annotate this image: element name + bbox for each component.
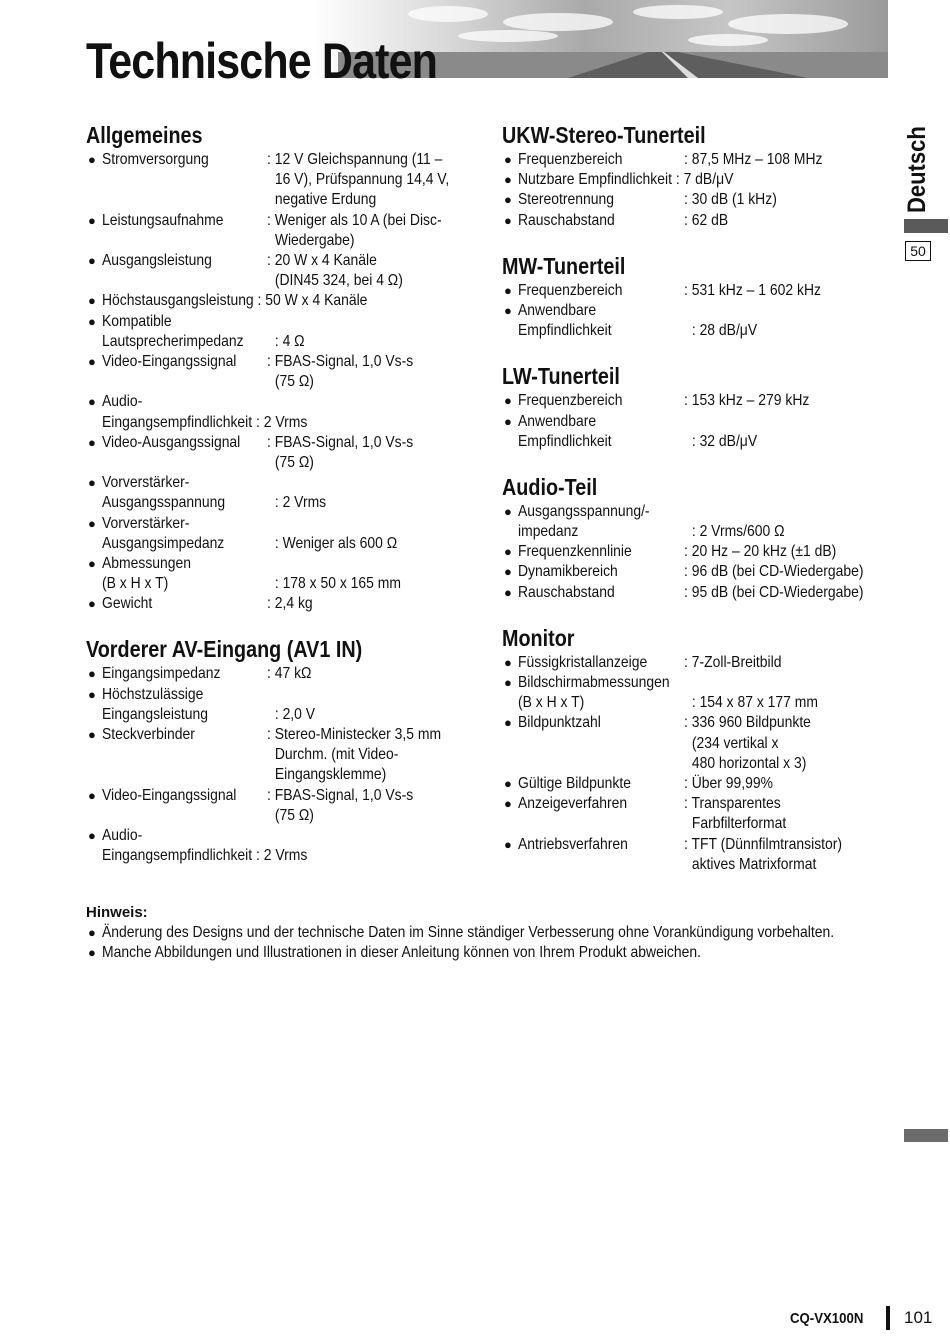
right-column	[502, 120, 894, 875]
spec-row	[86, 664, 486, 684]
spec-label: Stereotrennung	[518, 191, 614, 209]
spec-row	[86, 433, 486, 473]
spec-value-line: (75 Ω)	[274, 806, 314, 824]
spec-label: Anwendbare	[518, 412, 597, 430]
spec-value-line: Wiedergabe)	[274, 231, 355, 249]
spec-value	[267, 786, 435, 826]
spec-row	[86, 211, 486, 251]
note-text: Manche Abbildungen und Illustrationen in dieser Anleitung können von Ihrem Produkt abweichen.	[102, 944, 701, 962]
spec-label: Eingangsempfindlichkeit : 2 Vrms	[102, 847, 308, 865]
bullet-icon: ●	[88, 596, 96, 612]
spec-value	[684, 673, 838, 713]
spec-value	[684, 583, 890, 603]
bullet-icon: ●	[504, 172, 512, 188]
bullet-icon: ●	[504, 282, 512, 298]
spec-value	[684, 211, 735, 231]
spec-value	[684, 562, 890, 582]
bullet-icon: ●	[504, 564, 512, 580]
spec-row	[86, 786, 486, 826]
spec-label: Audio-	[102, 827, 143, 845]
left-column	[86, 120, 486, 866]
spec-label: Ausgangsimpedanz	[102, 534, 225, 552]
spec-label: Dynamikbereich	[518, 563, 618, 581]
spec-value-line: : 336 960 Bildpunkte	[684, 714, 811, 732]
spec-row	[86, 725, 486, 786]
spec-value-line: 480 horizontal x 3)	[691, 754, 807, 772]
spec-label: Frequenzbereich	[518, 392, 623, 410]
spec-value	[684, 542, 859, 562]
spec-value	[684, 774, 786, 794]
spec-value	[684, 281, 841, 301]
spec-value-line: : 4 Ω	[274, 332, 305, 350]
spec-label: Video-Eingangssignal	[102, 786, 237, 804]
bullet-icon: ●	[504, 413, 512, 429]
spec-value-line: : 2 Vrms	[274, 494, 327, 512]
spec-value-line: : Über 99,99%	[684, 775, 773, 793]
spec-row	[502, 170, 894, 190]
spec-value-line: negative Erdung	[274, 191, 377, 209]
page-number: 101	[904, 1308, 933, 1327]
spec-row	[86, 554, 486, 594]
bullet-icon: ●	[88, 828, 96, 844]
spec-row	[502, 835, 894, 875]
spec-label: Nutzbare Empfindlichkeit : 7 dB/μV	[518, 171, 734, 189]
bullet-icon: ●	[504, 715, 512, 731]
bullet-icon: ●	[504, 654, 512, 670]
spec-label: Ausgangsspannung	[102, 494, 226, 512]
spec-value-line: : 12 V Gleichspannung (11 –	[267, 151, 443, 168]
spec-value-line: : 28 dB/μV	[691, 322, 758, 340]
spec-value-line: : 20 W x 4 Kanäle	[267, 251, 377, 269]
bullet-icon: ●	[88, 555, 96, 571]
spec-value-line: : 47 kΩ	[267, 665, 312, 683]
spec-value	[267, 664, 318, 684]
spec-value	[267, 352, 435, 392]
spec-value	[684, 653, 796, 673]
bullet-icon: ●	[504, 836, 512, 852]
bullet-icon: ●	[504, 152, 512, 167]
spec-value-line: : 95 dB (bei CD-Wiedergabe)	[684, 583, 864, 601]
spec-label: Empfindlichkeit	[518, 432, 612, 450]
spec-value	[267, 433, 435, 473]
spec-label: Rauschabstand	[518, 211, 615, 229]
spec-value-line: : 32 dB/μV	[691, 432, 758, 450]
spec-label: Bildpunktzahl	[518, 714, 601, 732]
spec-label: (B x H x T)	[102, 575, 169, 593]
spec-label: Steckverbinder	[102, 726, 195, 744]
spec-row	[502, 150, 894, 170]
spec-label: Eingangsleistung	[102, 705, 209, 723]
section-heading: Audio-Teil	[502, 473, 598, 500]
spec-value-line: : FBAS-Signal, 1,0 Vs-s	[267, 786, 414, 804]
model-number: CQ-VX100N	[790, 1310, 864, 1327]
spec-row	[502, 794, 894, 834]
bullet-icon: ●	[88, 394, 96, 410]
spec-row	[86, 826, 486, 866]
spec-value-line	[684, 301, 757, 321]
bullet-icon: ●	[88, 434, 96, 450]
spec-value-line: Eingangsklemme)	[274, 766, 387, 784]
spec-label: Füssigkristallanzeige	[518, 653, 648, 671]
spec-label: Abmessungen	[102, 554, 191, 572]
spec-value	[684, 502, 800, 542]
spec-row	[86, 685, 486, 725]
spec-value-line: : Transparentes	[684, 795, 781, 813]
spec-value-line: (75 Ω)	[274, 453, 314, 471]
spec-value-line: 16 V), Prüfspannung 14,4 V,	[274, 171, 450, 189]
spec-value-line: : 153 kHz – 279 kHz	[684, 392, 810, 410]
spec-value	[267, 211, 468, 251]
section-heading: Allgemeines	[86, 122, 203, 148]
spec-label: Eingangsempfindlichkeit : 2 Vrms	[102, 413, 308, 431]
spec-value-line: : 2,0 V	[274, 705, 316, 723]
spec-value-line: : 178 x 50 x 165 mm	[274, 575, 401, 593]
spec-value-line: : 96 dB (bei CD-Wiedergabe)	[684, 563, 864, 581]
spec-value-line: Durchm. (mit Video-	[274, 746, 399, 764]
spec-value	[684, 301, 768, 341]
spec-value-line	[267, 685, 315, 705]
spec-row	[86, 514, 486, 554]
footer-separator	[886, 1306, 890, 1330]
note-item	[86, 923, 906, 943]
spec-label: Empfindlichkeit	[518, 322, 612, 340]
bullet-icon: ●	[504, 796, 512, 812]
spec-label: Ausgangsspannung/-	[518, 502, 650, 520]
spec-row	[86, 251, 486, 291]
spec-value	[267, 150, 476, 211]
bullet-icon: ●	[88, 666, 96, 682]
spec-value	[267, 312, 310, 352]
bullet-icon: ●	[504, 503, 512, 519]
spec-value	[267, 594, 319, 614]
bullet-icon: ●	[88, 353, 96, 369]
spec-value-line: : 87,5 MHz – 108 MHz	[684, 151, 823, 168]
tab-marker	[904, 219, 948, 233]
bullet-icon: ●	[504, 675, 512, 691]
spec-label: Eingangsimpedanz	[102, 665, 221, 683]
spec-row	[502, 190, 894, 210]
spec-value-line: : TFT (Dünnfilmtransistor)	[684, 835, 843, 853]
spec-value-line: aktives Matrixformat	[691, 855, 817, 873]
spec-label: Frequenzbereich	[518, 281, 623, 299]
spec-value-line	[267, 514, 397, 534]
spec-label: Gültige Bildpunkte	[518, 775, 631, 793]
spec-row	[502, 211, 894, 231]
spec-label: Anwendbare	[518, 301, 597, 319]
spec-row	[86, 352, 486, 392]
spec-value	[684, 412, 768, 452]
spec-value-line	[267, 473, 326, 493]
spec-value-line: : Weniger als 10 A (bei Disc-	[267, 211, 442, 229]
spec-label: Stromversorgung	[102, 151, 209, 168]
spec-value-line: (234 vertikal x	[691, 734, 779, 752]
spec-value	[684, 391, 828, 411]
spec-value-line: (DIN45 324, bei 4 Ω)	[274, 272, 403, 290]
spec-label: Vorverstärker-	[102, 514, 190, 532]
bullet-icon: ●	[88, 252, 96, 268]
spec-row	[502, 301, 894, 341]
note-text: Änderung des Designs und der technische Daten im Sinne ständiger Verbesserung ohne Vorankündigung vorbehalten.	[102, 924, 835, 941]
spec-label: Bildschirmabmessungen	[518, 674, 670, 692]
spec-value	[684, 794, 801, 834]
bullet-icon: ●	[88, 515, 96, 531]
spec-row	[502, 281, 894, 301]
spec-label: Video-Eingangssignal	[102, 352, 237, 370]
section-page-ref: 50	[905, 241, 931, 261]
spec-row	[502, 542, 894, 562]
section-heading: Vorderer AV-Eingang (AV1 IN)	[86, 636, 363, 663]
bullet-icon: ●	[504, 192, 512, 208]
spec-value-line: : FBAS-Signal, 1,0 Vs-s	[267, 433, 414, 451]
bullet-icon: ●	[88, 727, 96, 743]
spec-value	[684, 190, 791, 210]
notes-section	[86, 903, 906, 963]
spec-row	[502, 562, 894, 582]
section-heading: LW-Tunerteil	[502, 363, 620, 390]
spec-row	[502, 391, 894, 411]
spec-value	[684, 150, 843, 170]
spec-value-line	[267, 312, 305, 332]
bullet-icon: ●	[504, 776, 512, 792]
spec-value	[267, 514, 417, 554]
tab-marker-bottom	[904, 1129, 948, 1142]
spec-value-line: (75 Ω)	[274, 373, 314, 391]
bullet-icon: ●	[88, 313, 96, 329]
spec-row	[86, 291, 486, 311]
spec-row	[86, 594, 486, 614]
bullet-icon: ●	[504, 212, 512, 228]
note-item	[86, 943, 906, 963]
spec-row	[502, 673, 894, 713]
spec-label: Anzeigeverfahren	[518, 795, 628, 813]
spec-label: impedanz	[518, 523, 579, 541]
spec-value	[267, 473, 335, 513]
spec-row	[502, 774, 894, 794]
bullet-icon: ●	[88, 152, 96, 167]
spec-value	[267, 554, 421, 594]
spec-value-line: : 2 Vrms/600 Ω	[691, 523, 785, 541]
spec-row	[502, 713, 894, 774]
spec-label: Antriebsverfahren	[518, 835, 628, 853]
spec-value-line: : 30 dB (1 kHz)	[684, 191, 777, 209]
spec-value-line: : 2,4 kg	[267, 595, 313, 613]
spec-value-line: : Stereo-Ministecker 3,5 mm	[267, 726, 442, 744]
spec-value	[267, 685, 322, 725]
spec-label: Höchstausgangsleistung : 50 W x 4 Kanäle	[102, 292, 368, 310]
spec-label: Gewicht	[102, 595, 153, 613]
spec-value-line: : 62 dB	[684, 211, 729, 229]
spec-value-line: Farbfilterformat	[691, 815, 787, 833]
page-title: Technische Daten	[86, 33, 438, 89]
spec-value-line: : 531 kHz – 1 602 kHz	[684, 281, 821, 299]
spec-label: Ausgangsleistung	[102, 251, 212, 269]
spec-row	[502, 653, 894, 673]
spec-value	[684, 835, 866, 875]
spec-label: Frequenzkennlinie	[518, 543, 632, 561]
spec-value-line	[684, 412, 757, 432]
spec-value-line: : FBAS-Signal, 1,0 Vs-s	[267, 352, 414, 370]
bullet-icon: ●	[504, 302, 512, 318]
spec-value-line: : Weniger als 600 Ω	[274, 534, 398, 552]
spec-label: Rauschabstand	[518, 583, 615, 601]
bullet-icon: ●	[88, 787, 96, 803]
bullet-icon: ●	[88, 686, 96, 702]
spec-label: Vorverstärker-	[102, 474, 190, 492]
language-label: Deutsch	[903, 126, 931, 213]
notes-heading: Hinweis:	[86, 904, 148, 921]
bullet-icon: ●	[88, 945, 96, 961]
bullet-icon: ●	[504, 544, 512, 560]
section-heading: UKW-Stereo-Tunerteil	[502, 122, 706, 148]
spec-value-line: : 7-Zoll-Breitbild	[684, 653, 782, 671]
bullet-icon: ●	[88, 475, 96, 491]
spec-row	[502, 412, 894, 452]
spec-value-line: : 154 x 87 x 177 mm	[691, 694, 818, 712]
spec-label: Leistungsaufnahme	[102, 211, 224, 229]
spec-value	[267, 251, 423, 291]
spec-row	[86, 150, 486, 211]
spec-value-line	[684, 673, 818, 693]
bullet-icon: ●	[88, 293, 96, 309]
spec-row	[502, 502, 894, 542]
spec-value	[684, 713, 830, 774]
spec-label: Kompatible	[102, 312, 172, 330]
spec-value	[267, 725, 467, 786]
spec-label: Frequenzbereich	[518, 151, 623, 168]
spec-label: Audio-	[102, 393, 143, 411]
spec-row	[86, 473, 486, 513]
spec-label: Video-Ausgangssignal	[102, 433, 241, 451]
section-heading: MW-Tunerteil	[502, 252, 626, 279]
spec-label: Lautsprecherimpedanz	[102, 332, 244, 350]
spec-value-line: : 20 Hz – 20 kHz (±1 dB)	[684, 543, 837, 561]
bullet-icon: ●	[88, 925, 96, 940]
spec-row	[502, 583, 894, 603]
spec-label: Höchstzulässige	[102, 685, 204, 703]
spec-row	[86, 392, 486, 432]
spec-value-line	[684, 502, 784, 522]
bullet-icon: ●	[504, 584, 512, 600]
spec-row	[86, 312, 486, 352]
spec-label: (B x H x T)	[518, 694, 585, 712]
section-heading: Monitor	[502, 624, 575, 651]
spec-value-line	[267, 554, 401, 574]
bullet-icon: ●	[504, 393, 512, 409]
bullet-icon: ●	[88, 212, 96, 228]
